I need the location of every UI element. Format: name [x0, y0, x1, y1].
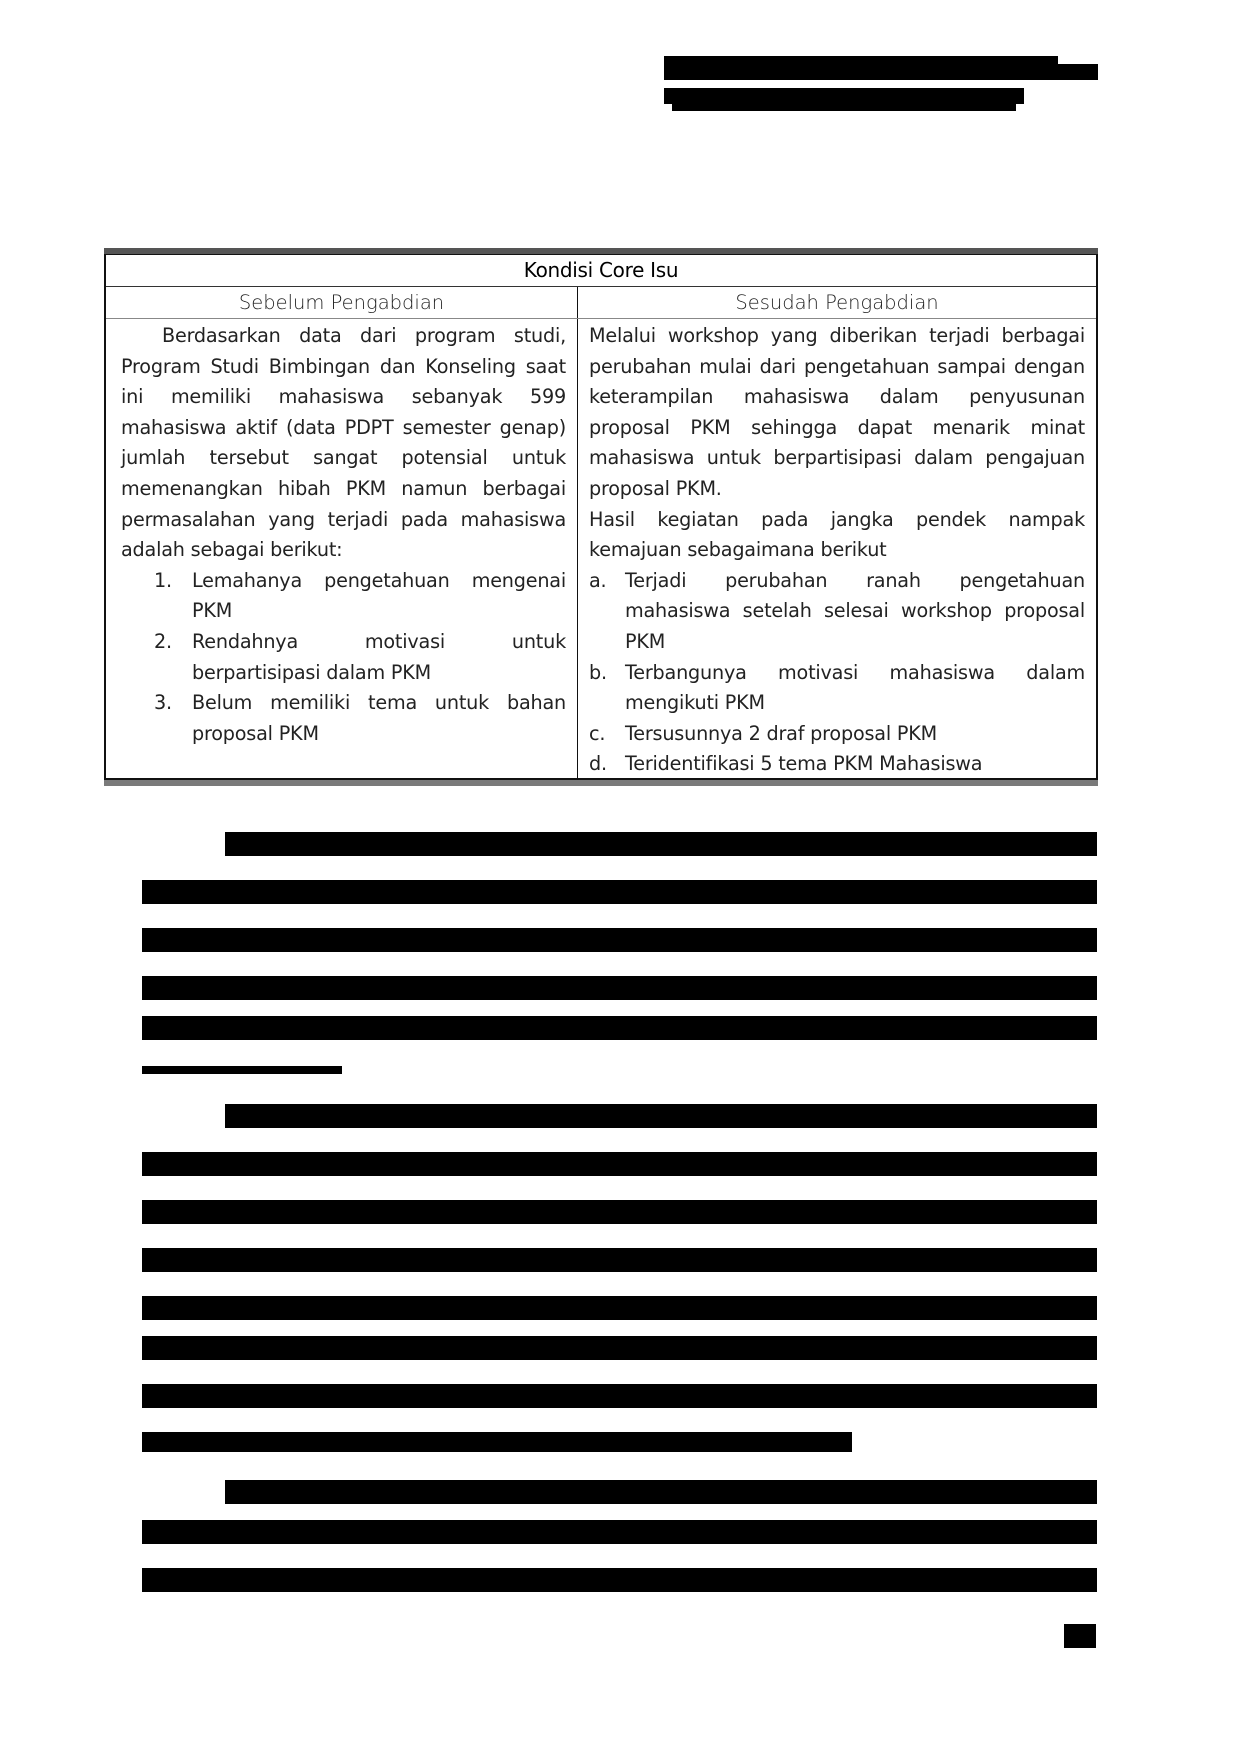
list-text: Tersusunnya 2 draf proposal PKM — [625, 721, 937, 745]
list-text: Belum memiliki tema untuk bahan proposal PKM — [192, 691, 566, 745]
redacted-line — [142, 1384, 1097, 1408]
redacted-line — [142, 1296, 1097, 1320]
redacted-line — [142, 1568, 1097, 1592]
list-text: Lemahanya pengetahuan mengenai PKM — [192, 568, 566, 623]
list-marker: 1. — [154, 568, 172, 592]
redacted-line — [142, 928, 1097, 952]
list-marker: 2. — [154, 629, 172, 653]
redacted-line — [225, 1480, 1097, 1504]
redacted-line — [142, 1432, 852, 1452]
core-issue-table — [104, 248, 1098, 786]
table-column-headers — [106, 287, 1096, 319]
redacted-line — [142, 1016, 1097, 1040]
redacted-line — [142, 976, 1097, 1000]
list-marker: a. — [589, 568, 607, 592]
list-marker: b. — [589, 660, 607, 684]
redacted-line — [225, 1104, 1097, 1128]
list-item — [589, 658, 1085, 719]
redacted-line — [142, 1520, 1097, 1544]
cell-before — [106, 319, 578, 778]
redacted-line — [142, 1248, 1097, 1272]
cell-after — [578, 319, 1096, 778]
list-text: Rendahnya motivasi untuk berpartisipasi dalam PKM — [192, 629, 566, 684]
list-marker: c. — [589, 721, 606, 745]
list-text: Teridentifikasi 5 tema PKM Mahasiswa — [625, 752, 983, 776]
redacted-line — [142, 880, 1097, 904]
list-item — [589, 719, 1085, 750]
redacted-line — [142, 1152, 1097, 1176]
column-header-before: Sebelum Pengabdian — [106, 287, 578, 318]
before-list — [121, 566, 566, 750]
list-text: Terbangunya motivasi mahasiswa dalam mengikuti PKM — [625, 660, 1085, 715]
list-item — [121, 566, 566, 627]
redacted-line — [142, 1336, 1097, 1360]
list-marker: d. — [589, 752, 607, 776]
list-marker: 3. — [154, 691, 172, 715]
redacted-line — [142, 1066, 342, 1074]
after-intro: Melalui workshop yang diberikan terjadi berbagai perubahan mulai dari pengetahuan sampai dengan keterampilan mahasiswa dalam penyusunan proposal PKM sehingga dapat menarik minat mahasiswa untuk berpartisipasi dalam pengajuan proposal PKM. — [589, 324, 1085, 500]
running-head-redacted-line-2b — [672, 100, 1016, 111]
after-list — [589, 566, 1085, 780]
redacted-line — [142, 1200, 1097, 1224]
list-item — [589, 566, 1085, 658]
list-item — [589, 749, 1085, 780]
running-head-redacted-line-1b — [664, 64, 1098, 80]
list-text: Terjadi perubahan ranah pengetahuan mahasiswa setelah selesai workshop proposal PKM — [625, 568, 1085, 653]
table-frame — [104, 254, 1098, 780]
list-item — [121, 627, 566, 688]
after-intro-2: Hasil kegiatan pada jangka pendek nampak kemajuan sebagaimana berikut — [589, 507, 1085, 562]
page-number-redacted — [1064, 1624, 1096, 1648]
table-bottom-rule — [104, 780, 1098, 786]
table-body-row — [106, 319, 1096, 778]
list-item — [121, 688, 566, 749]
before-intro: Berdasarkan data dari program studi, Program Studi Bimbingan dan Konseling saat ini memiliki mahasiswa sebanyak 599 mahasiswa aktif (data PDPT semester genap) jumlah tersebut sangat potensial untuk memenangkan hibah PKM namun berbagai permasalahan yang terjadi pada mahasiswa adalah sebagai berikut: — [121, 324, 566, 562]
redacted-line — [225, 832, 1097, 856]
column-header-after: Sesudah Pengabdian — [735, 291, 939, 314]
table-title: Kondisi Core Isu — [106, 255, 1096, 287]
